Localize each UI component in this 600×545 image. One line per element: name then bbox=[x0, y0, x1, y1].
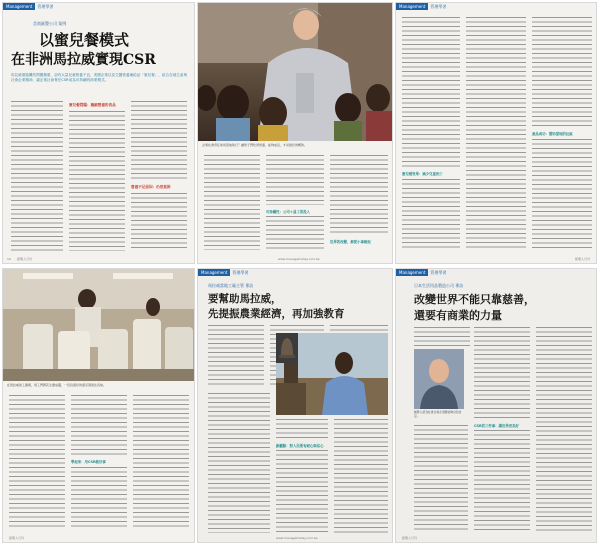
section-sub: 管理學習 bbox=[430, 4, 447, 9]
text-column bbox=[204, 155, 260, 250]
text-column bbox=[71, 395, 127, 455]
column-heading: 蜜兒餐問題：濃縮營養的食品 bbox=[69, 103, 116, 107]
magazine-page-2 bbox=[197, 2, 393, 264]
section-header bbox=[396, 269, 596, 278]
article-title-line1: 改變世界不能只靠慈善， bbox=[414, 293, 535, 306]
text-column bbox=[266, 155, 324, 205]
factory-photo bbox=[3, 269, 195, 381]
text-column bbox=[71, 467, 127, 530]
article-title-line1: 以蜜兒餐模式 bbox=[39, 31, 130, 49]
text-column bbox=[69, 111, 125, 251]
text-column bbox=[131, 101, 187, 181]
article-title-line2: 先提振農業經濟，再加強教育 bbox=[208, 308, 345, 320]
text-column bbox=[532, 17, 592, 127]
article-title-line2: 還要有商業的力量 bbox=[414, 309, 502, 322]
children-photo bbox=[198, 3, 393, 141]
text-column bbox=[536, 327, 592, 533]
text-column bbox=[276, 450, 328, 533]
founder-photo bbox=[414, 349, 464, 409]
section-sub: 管理學習 bbox=[232, 270, 249, 275]
magazine-page-3 bbox=[395, 2, 597, 264]
section-tag: Management bbox=[3, 3, 35, 10]
text-column bbox=[402, 179, 460, 251]
section-tag: Management bbox=[198, 269, 230, 276]
subheading: 可持續性：公司＋員工的投入 bbox=[266, 210, 311, 214]
section-header bbox=[3, 3, 194, 12]
article-lead: 馬拉威面臨饑荒問題嚴重，卻有大量兒童營養不良，美國企業以花生醬營養補給品「蜜兒餐」，結合在地生產與社會企業精神，讓企業社會責任CSR成為可持續的商業模式。 bbox=[11, 73, 188, 82]
text-column bbox=[11, 101, 63, 251]
text-column bbox=[208, 393, 270, 533]
photo-caption: 企業社會責任如何落地執行？讓孩子們吃得營養、能夠成長，才是最好的幫助。 bbox=[202, 143, 308, 147]
text-column bbox=[334, 419, 388, 533]
text-column bbox=[474, 430, 530, 533]
article-title-line2: 在非洲馬拉威實現CSR bbox=[11, 52, 156, 68]
section-tag: Management bbox=[396, 3, 428, 10]
page-footer: www.managertoday.com.tw bbox=[278, 257, 320, 261]
magazine-page-6 bbox=[395, 268, 597, 543]
page-footer: 經理人月刊 bbox=[402, 536, 418, 540]
section-sub: 管理學習 bbox=[37, 4, 54, 9]
text-column bbox=[208, 325, 264, 387]
text-column bbox=[9, 395, 65, 530]
subheading: 世界的改變，都從小事做起 bbox=[330, 240, 371, 244]
subheading: 蜜兒餐效果：減少兒童死亡 bbox=[402, 172, 443, 176]
section-header bbox=[396, 3, 596, 12]
bell-photo bbox=[276, 333, 298, 363]
text-column bbox=[276, 419, 328, 439]
magazine-page-1 bbox=[2, 2, 195, 264]
page-footer: www.managertoday.com.tw bbox=[276, 536, 318, 540]
section-tag: Management bbox=[396, 269, 428, 276]
text-column bbox=[131, 193, 187, 251]
text-column bbox=[330, 155, 388, 235]
text-column bbox=[532, 139, 592, 251]
page-footer: 經理人月刊 bbox=[9, 536, 25, 540]
section-sub: 管理學習 bbox=[430, 270, 447, 275]
page-footer: 經理人月刊 bbox=[17, 257, 33, 261]
article-kicker: 馬拉威當地工廠主管 專訪 bbox=[208, 283, 254, 288]
section-header bbox=[198, 269, 392, 278]
subheading: 新觀點：對人民要有耐心與信心 bbox=[276, 444, 324, 448]
subheading: 學起來：用CSR做好事 bbox=[71, 460, 106, 464]
photo-caption: 在馬拉威的工廠裡，員工們將花生磨成醬，一包包裝好的蜜兒餐送往各地。 bbox=[7, 383, 107, 387]
text-column bbox=[133, 395, 189, 530]
subheading: 產品成功：幫助當地的社區 bbox=[532, 132, 573, 136]
article-title-line1: 要幫助馬拉威， bbox=[208, 293, 282, 305]
text-column bbox=[474, 327, 530, 419]
text-column bbox=[266, 216, 324, 250]
text-column bbox=[466, 17, 526, 251]
text-column bbox=[402, 17, 460, 167]
bell-icon bbox=[276, 333, 298, 363]
article-kicker: 日本生活用品製造公司 專訪 bbox=[414, 283, 464, 288]
article-kicker: 美商匯豐公司 案例 bbox=[33, 21, 67, 26]
subheading: CSR的三件事：讓世界更美好 bbox=[474, 424, 519, 428]
text-column bbox=[414, 425, 468, 533]
text-column bbox=[414, 327, 470, 347]
magazine-page-4 bbox=[2, 268, 195, 543]
page-footer: 經理人月刊 bbox=[574, 257, 590, 261]
photo-scene bbox=[3, 269, 195, 381]
photo-scene bbox=[414, 349, 464, 409]
page-number: 10 bbox=[7, 257, 11, 261]
magazine-page-5 bbox=[197, 268, 393, 543]
photo-caption: 創辦人認為社會企業必須要能夠自給自足。 bbox=[414, 410, 462, 418]
photo-scene bbox=[198, 3, 393, 141]
column-heading: 營養不足原因：仍然貧困 bbox=[131, 185, 171, 189]
